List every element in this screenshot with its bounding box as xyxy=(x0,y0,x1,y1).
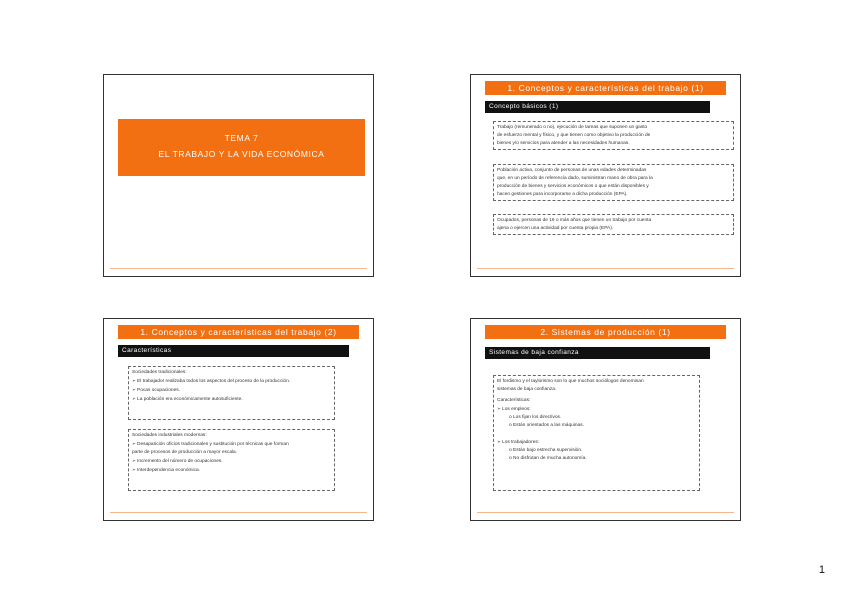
slide-footer-line xyxy=(477,268,734,269)
list-subitem: o Están bajo estrecha supervisión. xyxy=(509,448,583,453)
definition-box-trabajo xyxy=(493,121,734,150)
list-item: ➢ La población era económicamente autosuficiente. xyxy=(132,395,331,404)
slide-2 xyxy=(470,74,741,277)
definition-box-ocupados xyxy=(493,214,734,235)
list-title: Sociedades industriales modernas: xyxy=(132,433,207,438)
list-item: ➢ Desaparición oficios tradicionales y sustitución por técnicas que forman xyxy=(132,440,331,449)
list-box-modernas xyxy=(128,429,335,491)
slide-subheader: Sistemas de baja confianza xyxy=(485,347,710,359)
text-line: bienes y/o servicios para atender a las necesidades humanas. xyxy=(497,141,630,146)
list-item: ➢ Incremento del número de ocupaciones. xyxy=(132,457,331,466)
list-item: ➢ El trabajador realizaba todos los aspectos del proceso de la producción. xyxy=(132,377,331,386)
slide-3 xyxy=(103,318,374,521)
definition-box-poblacion-activa xyxy=(493,164,734,201)
text-line: que, en un período de referencia dado, suministran mano de obra para la xyxy=(497,176,653,181)
list-subitem: o Los fijan los directivos. xyxy=(509,415,562,420)
slide-header: 2. Sistemas de producción (1) xyxy=(485,325,726,339)
text-line: ajena o ejercen una actividad por cuenta propia (EPA). xyxy=(497,226,614,231)
list-subitem-text: Están bajo estrecha supervisión. xyxy=(513,448,583,453)
text-line: Población activa, conjunto de personas de unas edades determinadas xyxy=(497,168,647,173)
text-line: Ocupados, personas de 16 o más años que tienen un trabajo por cuenta xyxy=(497,218,652,223)
slide-subheader: Características xyxy=(118,345,349,357)
list-subitem: o No disfrutan de mucha autonomía. xyxy=(509,456,587,461)
slide-footer-line xyxy=(110,512,367,513)
list-box-tradicionales xyxy=(128,366,335,420)
list-item: ➢ Interdependencia económica. xyxy=(132,466,331,475)
slide-footer-line xyxy=(110,268,367,269)
list-item: ➢ Los trabajadores: xyxy=(497,438,696,447)
list-item: ➢ Los empleos: xyxy=(497,405,696,414)
text-line: producción de bienes y servicios económicos o que están disponibles y xyxy=(497,184,649,189)
text-line: hacen gestiones para incorporarse a dicha producción (EPA). xyxy=(497,192,628,197)
slide-header: 1. Conceptos y características del trabajo (2) xyxy=(118,325,359,339)
text-line: Características: xyxy=(497,398,531,403)
content-box-baja-confianza xyxy=(493,375,700,491)
list-title: Sociedades tradicionales: xyxy=(132,370,187,375)
text-line: de esfuerzo mental y físico, y que tienen como objetivo la producción de xyxy=(497,133,651,138)
list-item-continuation: parte de procesos de producción a mayor escala. xyxy=(132,450,238,455)
slide-header: 1. Conceptos y características del trabajo (1) xyxy=(485,81,726,95)
page-number: 1 xyxy=(818,564,825,576)
slide-subheader: Concepto básicos (1) xyxy=(485,101,710,113)
title-line-2: EL TRABAJO Y LA VIDA ECONÓMICA xyxy=(158,149,325,159)
slide-1 xyxy=(103,74,374,277)
title-block xyxy=(118,119,365,176)
slide-footer-line xyxy=(477,512,734,513)
list-subitem: o Están orientados a las máquinas. xyxy=(509,423,584,428)
list-subitem-text: Están orientados a las máquinas. xyxy=(513,423,584,428)
text-line: Trabajo (remunerado o no), ejecución de tareas que suponen un gasto xyxy=(497,125,648,130)
title-line-1: TEMA 7 xyxy=(224,133,259,143)
text-line: El fordismo y el taylorismo son lo que muchos sociólogos denominan xyxy=(497,379,644,384)
list-subitem-text: Los fijan los directivos. xyxy=(513,415,562,420)
slide-4 xyxy=(470,318,741,521)
list-subitem-text: No disfrutan de mucha autonomía. xyxy=(513,456,587,461)
text-line: sistemas de baja confianza. xyxy=(497,387,557,392)
list-item: ➢ Pocas ocupaciones. xyxy=(132,386,331,395)
